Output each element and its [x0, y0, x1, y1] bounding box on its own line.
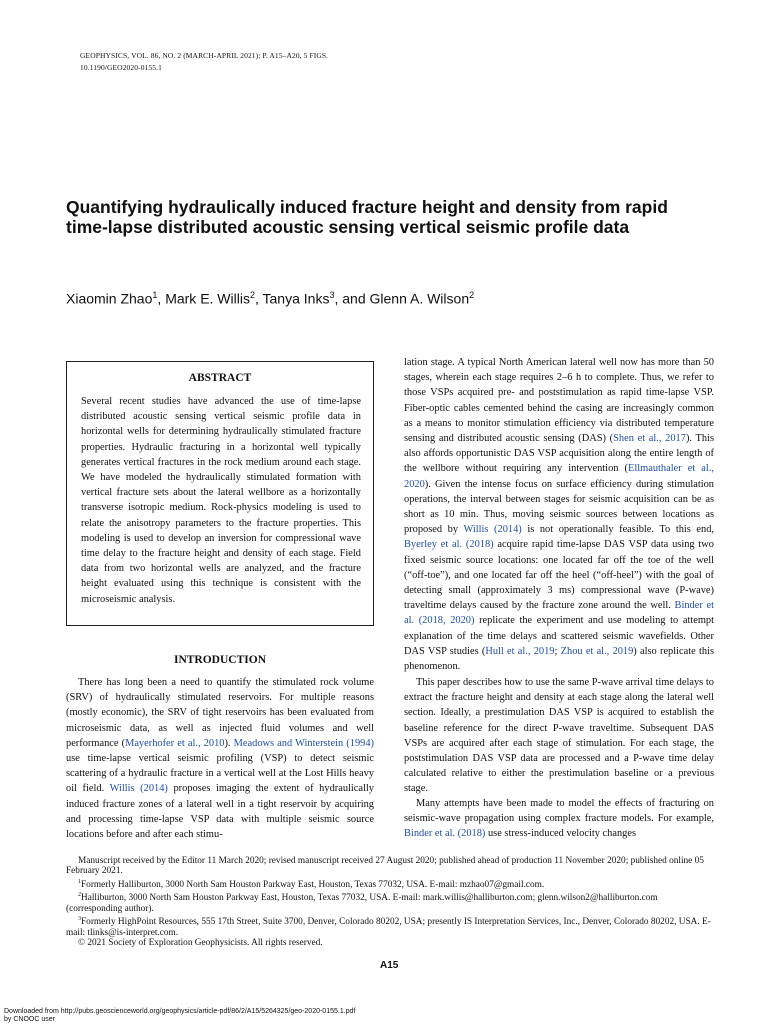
citation-link[interactable]: Binder et al. (2018, 2020): [404, 600, 714, 627]
body-text: ). This also affords opportunistic DAS VSP acquisition along the entire length of the wellbore without requiring any intervention (: [404, 433, 714, 475]
citation-link[interactable]: Byerley et al. (2018): [404, 539, 494, 551]
abstract-box: [66, 361, 374, 626]
author-list: [66, 290, 474, 307]
abstract-heading: ABSTRACT: [188, 372, 252, 384]
introduction-heading: INTRODUCTION: [173, 654, 266, 666]
author-name: Xiaomin Zhao: [66, 290, 153, 307]
intro-paragraph-2: [404, 355, 714, 674]
manuscript-received-note: Manuscript received by the Editor 11 March 2020; revised manuscript received 27 August 2020; published ahead of production 11 November 2020; published online 05 February 2021.: [66, 856, 704, 877]
citation-link[interactable]: Binder et al. (2018): [404, 828, 486, 840]
journal-header: [80, 50, 328, 74]
footnotes: [66, 856, 716, 949]
footnote-1: $^1$Formerly Halliburton, 3000 North Sam Houston Parkway East, Houston, Texas 77032, USA. E-mail: mzhao07@gmail.com.: [78, 878, 545, 890]
intro-paragraph-4: [404, 796, 714, 842]
author-separator: ,: [157, 290, 166, 307]
citation-link[interactable]: Mayerhofer et al., 2010: [125, 737, 225, 749]
abstract-text: Several recent studies have advanced the use of time-lapse distributed acoustic sensing vertical seismic profile data in horizontal wells for determining hydraulically stimulated fracture properties. Hydraulic fracturing in a horizontal well typically generates vertical fractures in the rock medium around each stage. We have modeled the hydraulically stimulated formation with vertical fracture sets about the lateral wellbore as a horizontally transverse isotropic medium. Rock-physics modeling is used to relate the anisotropy parameters to the fracture properties. This modeling is used to develop an inversion for compressional wave time delay to the fracture height and density of each stage. Field data from two horizontal wells are analyzed, and the fracture height evaluated using this technique is consistent with the microseismic analysis.: [81, 396, 361, 605]
intro-paragraph-1: [66, 675, 374, 842]
intro-paragraph-3: This paper describes how to use the same P-wave arrival time delays to extract the fracture height and density at each stage along the lateral well section. Ideally, a prestimulation DAS VSP is acquired to establish the baseline reference for the direct P-wave traveltime. Subsequent DAS VSPs are acquired after each stage of stimulation. For each stage, the poststimulation DAS VSP data are processed and a P-wave time delay calculated relative to either the prestimulation baseline or a previous stage.: [404, 677, 714, 795]
copyright-notice: © 2021 Society of Exploration Geophysicists. All rights reserved.: [78, 938, 323, 949]
paper-title: [66, 197, 716, 237]
citation-link[interactable]: Willis (2014): [463, 524, 522, 536]
body-text: Many attempts have been made to model the effects of fracturing on seismic-wave propagation using complex fracture models. For example,: [404, 798, 714, 825]
author-affiliation-mark: 2: [249, 290, 255, 300]
body-text: ) also replicate this phenomenon.: [404, 645, 714, 673]
body-text: use time-lapse vertical seismic profiling (VSP) to detect seismic scattering of a hydraulic fracture in a vertical well at the Lost Hills heavy oil field.: [66, 753, 374, 795]
body-text: ). Given the intense focus on surface efficiency during stimulation operations, the interval between stages for seismic acquisition can be as short as 10 min. Thus, moving seismic sources between locations as proposed by: [404, 478, 714, 536]
body-text: acquire rapid time-lapse DAS VSP data using two fixed seismic source locations: one located far off the toe of the well (“off-toe”), and one located far off the heel (“off-heel”) with the goal of detecting small (approximately 3 ms) compressional wave (P-wave) traveltime delays caused by the fracture zone around the well.: [404, 539, 714, 612]
title-line-1: Quantifying hydraulically induced fracture height and density from rapid: [66, 197, 668, 217]
page-number: A15: [380, 960, 399, 971]
doi: 10.1190/GEO2020-0155.1: [80, 63, 162, 72]
author-affiliation-mark: 3: [329, 290, 335, 300]
footnote-2: $^2$Halliburton, 3000 North Sam Houston Parkway East, Houston, Texas 77032, USA. E-mail: mark.willis@halliburton.com; glenn.wilson2@halliburton.com (corresponding author).: [66, 892, 658, 914]
body-text: is not operationally feasible. To this end,: [521, 524, 715, 536]
download-user: by CNOOC user: [4, 1016, 55, 1023]
author-affiliation-mark: 1: [152, 290, 158, 300]
citation-link[interactable]: Ellmauthaler et al., 2020: [404, 463, 715, 490]
citation-link[interactable]: Shen et al., 2017: [613, 433, 686, 445]
citation-link[interactable]: Zhou et al., 2019: [560, 645, 634, 657]
body-text: lation stage. A typical North American lateral well now has more than 50 stages, wherein each stage requires 2–6 h to complete. Thus, we refer to those VSPs acquired pre- and poststimulation as rapid time-lapse VSP. Fiber-optic cables cemented behind the casing are increasingly common as a means to monitor stimulation efficiency via distributed temperature sensing and distributed acoustic sensing (DAS) (: [404, 357, 714, 445]
body-text: ).: [224, 737, 234, 749]
author-name: Tanya Inks: [262, 290, 330, 307]
author-name: Mark E. Willis: [165, 290, 250, 307]
download-notice: [4, 1008, 355, 1024]
citation-link[interactable]: Hull et al., 2019: [485, 645, 555, 657]
journal-citation: GEOPHYSICS, VOL. 86, NO. 2 (MARCH-APRIL 2021); P. A15–A20, 5 FIGS.: [80, 51, 329, 60]
author-affiliation-mark: 2: [469, 290, 475, 300]
citation-link[interactable]: Willis (2014): [109, 783, 168, 795]
title-line-2: time-lapse distributed acoustic sensing vertical seismic profile data: [66, 217, 630, 237]
body-text: proposes imaging the extent of hydraulically induced fracture zones of a lateral well in a tight reservoir by acquiring and processing time-lapse VSP data with multiple seismic source locations before and after each stimu-: [66, 783, 374, 841]
body-text: There has long been a need to quantify the stimulated rock volume (SRV) of hydraulically stimulated reservoirs. For multiple reasons (mostly economic), the SRV of tight reservoirs has been evaluated from microseismic data, as well as injected fluid volumes and well performance (: [66, 677, 374, 749]
author-separator: , and: [334, 290, 370, 307]
citation-link[interactable]: Meadows and Winterstein (1994): [233, 737, 374, 749]
footnote-3: $^3$Formerly HighPoint Resources, 555 17th Street, Suite 3700, Denver, Colorado 80202, USA; presently IS Interpretation Services, Inc., Denver, Colorado 80202, USA. E-mail: tlinks@is-interpret.com.: [66, 916, 711, 938]
body-text: replicate the experiment and use modeling to attempt explanation of the time delays and scattered seismic wavefields. Other DAS VSP studies (: [404, 615, 714, 657]
body-text: ;: [554, 645, 561, 657]
download-url[interactable]: Downloaded from http://pubs.geoscienceworld.org/geophysics/article-pdf/86/2/A15/5264325/geo-2020-0155.1.pdf: [4, 1008, 356, 1015]
author-separator: ,: [254, 290, 263, 307]
body-text: use stress-induced velocity changes: [485, 828, 636, 840]
author-name: Glenn A. Wilson: [369, 290, 470, 307]
